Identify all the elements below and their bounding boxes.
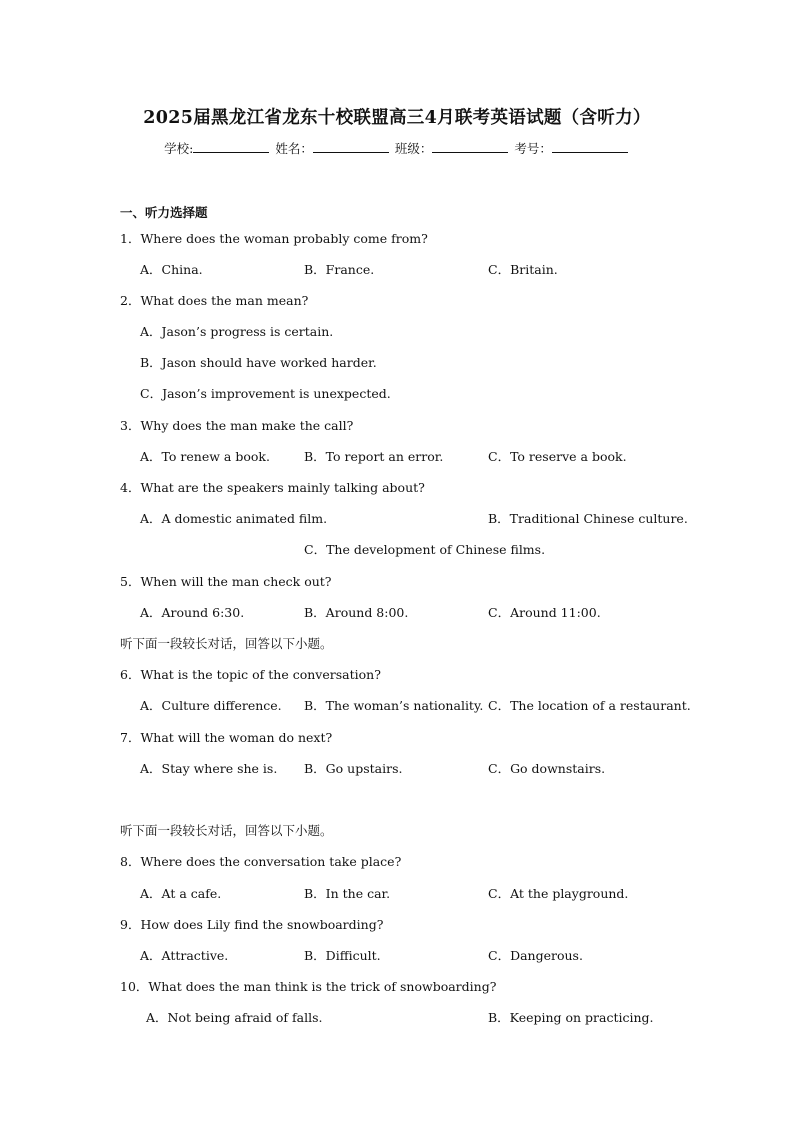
- class-label: 班级：: [394, 141, 433, 156]
- question-8: 8．Where does the conversation take place?: [120, 854, 402, 869]
- q10-option-b: B．Keeping on practicing.: [488, 1010, 654, 1025]
- q1-option-a: A．China.: [140, 262, 203, 277]
- name-label: 姓名：: [275, 141, 313, 156]
- question-1: 1．Where does the woman probably come from?: [120, 231, 428, 246]
- school-blank[interactable]: [193, 140, 269, 153]
- question-3: 3．Why does the man make the call?: [120, 418, 354, 433]
- q1-option-c: C．Britain.: [488, 262, 558, 277]
- q1-option-b: B．France.: [304, 262, 375, 277]
- q5-option-c: C．Around 11:00.: [488, 605, 601, 620]
- q3-option-c: C．To reserve a book.: [488, 449, 627, 464]
- q4-option-a: A．A domestic animated film.: [140, 511, 328, 526]
- question-5: 5．When will the man check out?: [120, 574, 332, 589]
- number-label: 考号：: [514, 141, 552, 156]
- number-blank[interactable]: [552, 140, 628, 153]
- q8-option-b: B．In the car.: [304, 886, 391, 901]
- question-9: 9．How does Lily find the snowboarding?: [120, 917, 384, 932]
- q7-option-a: A．Stay where she is.: [140, 761, 278, 776]
- q8-option-a: A．At a cafe.: [140, 886, 222, 901]
- q3-option-a: A．To renew a book.: [140, 449, 270, 464]
- name-blank[interactable]: [313, 140, 389, 153]
- question-7: 7．What will the woman do next?: [120, 730, 333, 745]
- long-dialog-instruction-1: 听下面一段较长对话，回答以下小题。: [120, 636, 333, 651]
- q10-option-a: A．Not being afraid of falls.: [146, 1010, 323, 1025]
- section-title: 一、听力选择题: [120, 205, 208, 220]
- q7-option-b: B．Go upstairs.: [304, 761, 403, 776]
- question-2: 2．What does the man mean?: [120, 293, 309, 308]
- q9-option-a: A．Attractive.: [140, 948, 229, 963]
- q3-option-b: B．To report an error.: [304, 449, 444, 464]
- q4-option-c: C．The development of Chinese films.: [304, 542, 546, 557]
- class-blank[interactable]: [432, 140, 508, 153]
- q2-option-b: B．Jason should have worked harder.: [140, 355, 377, 370]
- q6-option-a: A．Culture difference.: [140, 698, 282, 713]
- q5-option-a: A．Around 6:30.: [140, 605, 245, 620]
- q7-option-c: C．Go downstairs.: [488, 761, 606, 776]
- q6-option-b: B．The woman’s nationality.: [304, 698, 484, 713]
- school-label: 学校:: [164, 141, 194, 156]
- q5-option-b: B．Around 8:00.: [304, 605, 409, 620]
- q2-option-c: C．Jason’s improvement is unexpected.: [140, 386, 391, 401]
- q9-option-c: C．Dangerous.: [488, 948, 583, 963]
- question-6: 6．What is the topic of the conversation?: [120, 667, 381, 682]
- q9-option-b: B．Difficult.: [304, 948, 381, 963]
- q6-option-c: C．The location of a restaurant.: [488, 698, 691, 713]
- student-info-line: [0, 139, 794, 157]
- long-dialog-instruction-2: 听下面一段较长对话，回答以下小题。: [120, 823, 333, 838]
- q4-option-b: B．Traditional Chinese culture.: [488, 511, 688, 526]
- question-4: 4．What are the speakers mainly talking about?: [120, 480, 425, 495]
- q8-option-c: C．At the playground.: [488, 886, 629, 901]
- question-10: 10．What does the man think is the trick of snowboarding?: [120, 979, 497, 994]
- page-title: 2025届黑龙江省龙东十校联盟高三4月联考英语试题（含听力）: [143, 108, 651, 128]
- q2-option-a: A．Jason’s progress is certain.: [140, 324, 334, 339]
